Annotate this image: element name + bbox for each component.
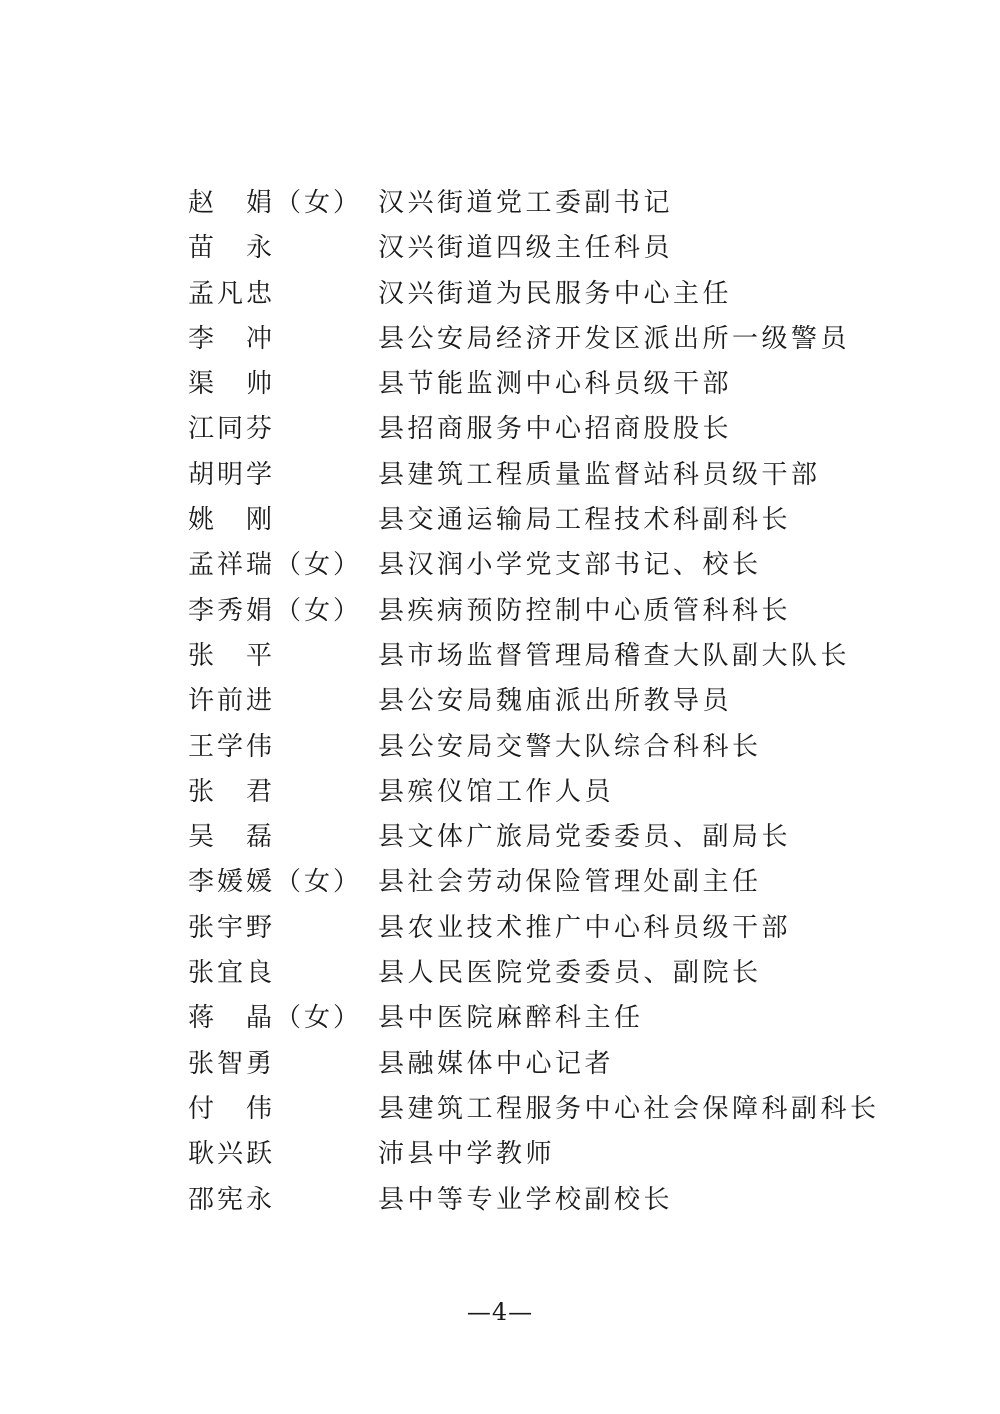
list-item xyxy=(188,272,888,317)
list-item xyxy=(188,996,888,1041)
person-title: 沛县中学教师 xyxy=(378,1139,556,1170)
list-item xyxy=(188,860,888,905)
person-title: 县交通运输局工程技术科副科长 xyxy=(378,505,792,536)
list-item xyxy=(188,815,888,860)
person-name: 苗 永 xyxy=(188,233,276,264)
list-item xyxy=(188,679,888,724)
person-title: 县社会劳动保险管理处副主任 xyxy=(378,867,762,898)
person-name: 胡明学 xyxy=(188,459,276,490)
personnel-list xyxy=(188,181,888,1223)
list-item xyxy=(188,770,888,815)
list-item xyxy=(188,362,888,407)
list-item xyxy=(188,317,888,362)
person-name: 邵宪永 xyxy=(188,1184,276,1215)
person-title: 县建筑工程质量监督站科员级干部 xyxy=(378,459,821,490)
person-name: 许前进 xyxy=(188,686,276,717)
list-item xyxy=(188,906,888,951)
person-name: 孟凡忠 xyxy=(188,278,276,309)
person-name: 王学伟 xyxy=(188,731,276,762)
person-title: 县中等专业学校副校长 xyxy=(378,1184,674,1215)
person-title: 县文体广旅局党委委员、副局长 xyxy=(378,822,792,853)
list-item xyxy=(188,634,888,679)
list-item xyxy=(188,1132,888,1177)
person-name: 张宇野 xyxy=(188,912,276,943)
person-name: 蒋 晶（女） xyxy=(188,1003,363,1034)
person-name: 姚 刚 xyxy=(188,505,276,536)
person-title: 县招商服务中心招商股股长 xyxy=(378,414,733,445)
list-item xyxy=(188,181,888,226)
person-name: 李秀娟（女） xyxy=(188,595,363,626)
person-title: 县公安局交警大队综合科科长 xyxy=(378,731,762,762)
list-item xyxy=(188,951,888,996)
person-title: 汉兴街道为民服务中心主任 xyxy=(378,278,733,309)
person-title: 县农业技术推广中心科员级干部 xyxy=(378,912,792,943)
list-item xyxy=(188,1042,888,1087)
person-name: 孟祥瑞（女） xyxy=(188,550,363,581)
person-name: 张 君 xyxy=(188,776,276,807)
page-number: —4— xyxy=(466,1298,534,1326)
list-item xyxy=(188,589,888,634)
person-title: 县人民医院党委委员、副院长 xyxy=(378,958,762,989)
list-item xyxy=(188,725,888,770)
person-name: 吴 磊 xyxy=(188,822,276,853)
person-title: 县中医院麻醉科主任 xyxy=(378,1003,644,1034)
person-title: 县汉润小学党支部书记、校长 xyxy=(378,550,762,581)
list-item xyxy=(188,1178,888,1223)
person-title: 县疾病预防控制中心质管科科长 xyxy=(378,595,792,626)
list-item xyxy=(188,498,888,543)
person-title: 县公安局经济开发区派出所一级警员 xyxy=(378,323,851,354)
person-name: 张 平 xyxy=(188,640,276,671)
person-name: 赵 娟（女） xyxy=(188,188,363,218)
person-title: 县殡仪馆工作人员 xyxy=(378,776,615,807)
person-title: 汉兴街道党工委副书记 xyxy=(378,188,674,218)
person-name: 耿兴跃 xyxy=(188,1139,276,1170)
person-title: 县公安局魏庙派出所教导员 xyxy=(378,686,733,717)
person-name: 张宜良 xyxy=(188,958,276,989)
person-name: 张智勇 xyxy=(188,1048,276,1079)
list-item xyxy=(188,226,888,271)
list-item xyxy=(188,407,888,452)
list-item xyxy=(188,1087,888,1132)
person-name: 付 伟 xyxy=(188,1093,276,1124)
person-title: 县融媒体中心记者 xyxy=(378,1048,615,1079)
person-name: 渠 帅 xyxy=(188,369,276,400)
list-item xyxy=(188,453,888,498)
person-name: 江同芬 xyxy=(188,414,276,445)
person-title: 县节能监测中心科员级干部 xyxy=(378,369,733,400)
person-name: 李媛媛（女） xyxy=(188,867,363,898)
list-item xyxy=(188,543,888,588)
person-title: 汉兴街道四级主任科员 xyxy=(378,233,674,264)
person-name: 李 冲 xyxy=(188,323,276,354)
person-title: 县建筑工程服务中心社会保障科副科长 xyxy=(378,1093,880,1124)
person-title: 县市场监督管理局稽查大队副大队长 xyxy=(378,640,851,671)
